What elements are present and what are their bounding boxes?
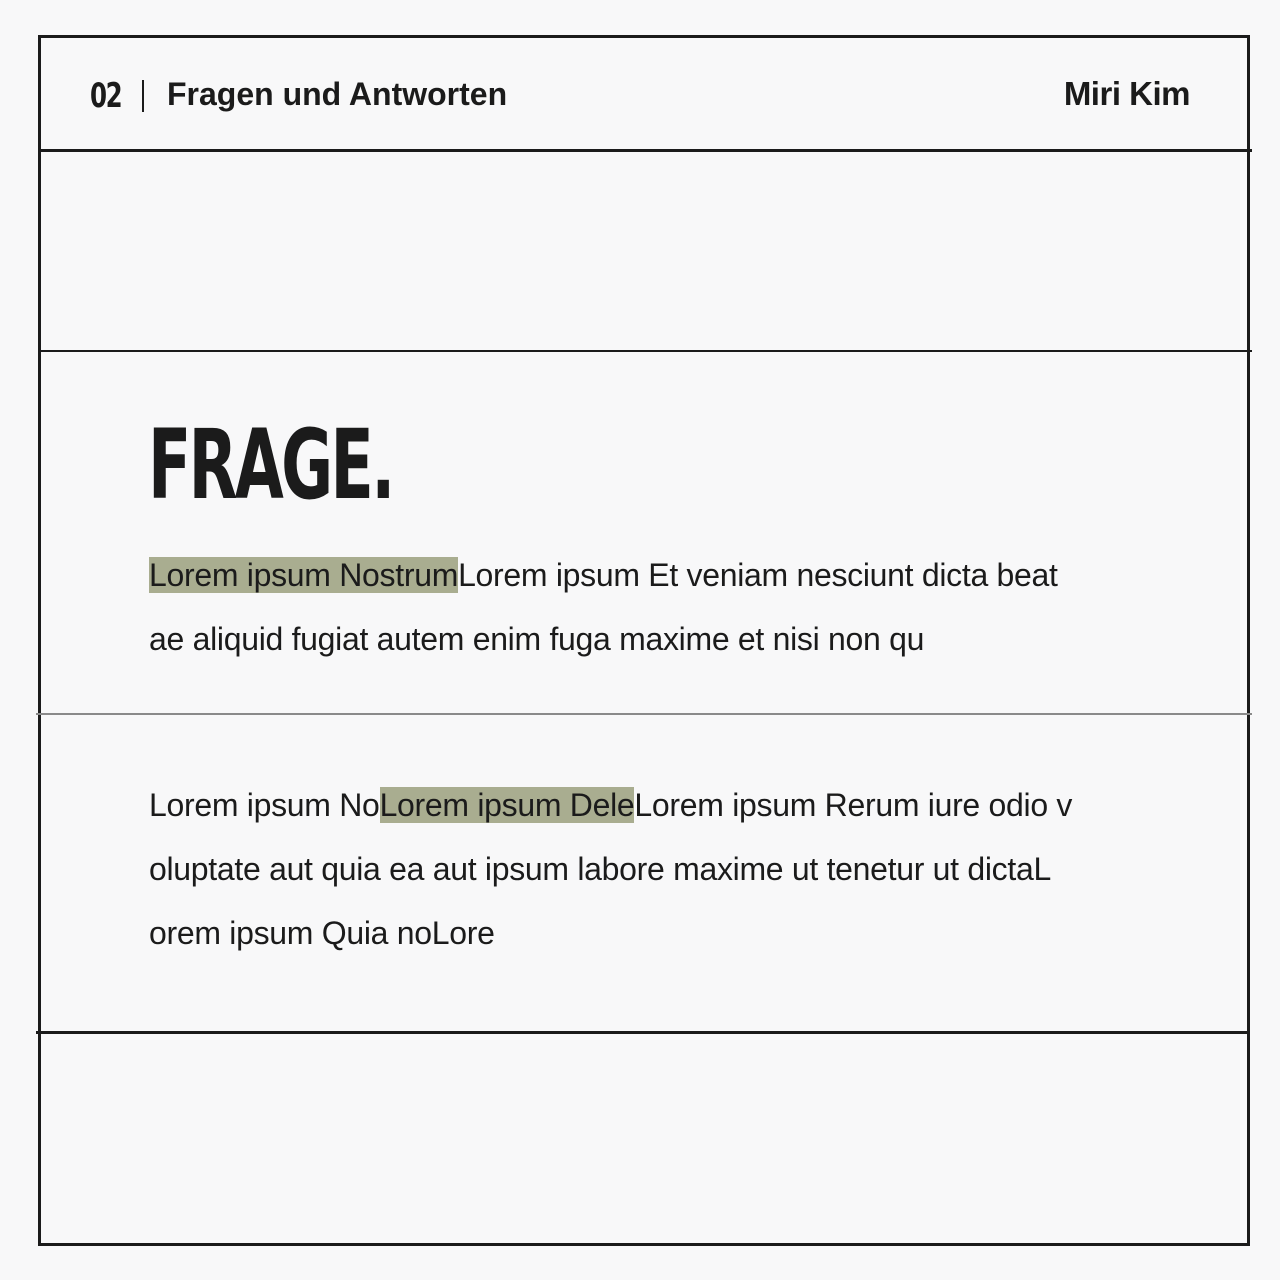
section-title: Fragen und Antworten: [167, 76, 508, 112]
answer-text-line3: orem ipsum Quia noLore: [149, 915, 495, 951]
section-number: 02: [90, 76, 122, 116]
divider-question-answer: [36, 713, 1252, 715]
answer-text: [149, 773, 1149, 965]
answer-text-line2: oluptate aut quia ea aut ipsum labore maxime ut tenetur ut dictaL: [149, 851, 1051, 887]
author-name: Miri Kim: [1063, 75, 1190, 112]
question-text-line1: Lorem ipsum Et veniam nesciunt dicta beat: [458, 557, 1058, 593]
question-heading: FRAGE.: [148, 409, 393, 521]
header-separator: [142, 80, 144, 112]
question-text: [149, 543, 1149, 671]
answer-text-line1: Lorem ipsum Rerum iure odio v: [634, 787, 1073, 823]
question-text-line2: ae aliquid fugiat autem enim fuga maxime et nisi non qu: [149, 621, 925, 657]
question-highlight: Lorem ipsum Nostrum: [149, 557, 459, 593]
divider-question-top: [38, 350, 1252, 352]
answer-highlight: Lorem ipsum Dele: [379, 787, 635, 823]
divider-answer-bottom: [36, 1031, 1250, 1034]
answer-prefix: Lorem ipsum No: [149, 787, 380, 823]
divider-header: [38, 149, 1252, 152]
